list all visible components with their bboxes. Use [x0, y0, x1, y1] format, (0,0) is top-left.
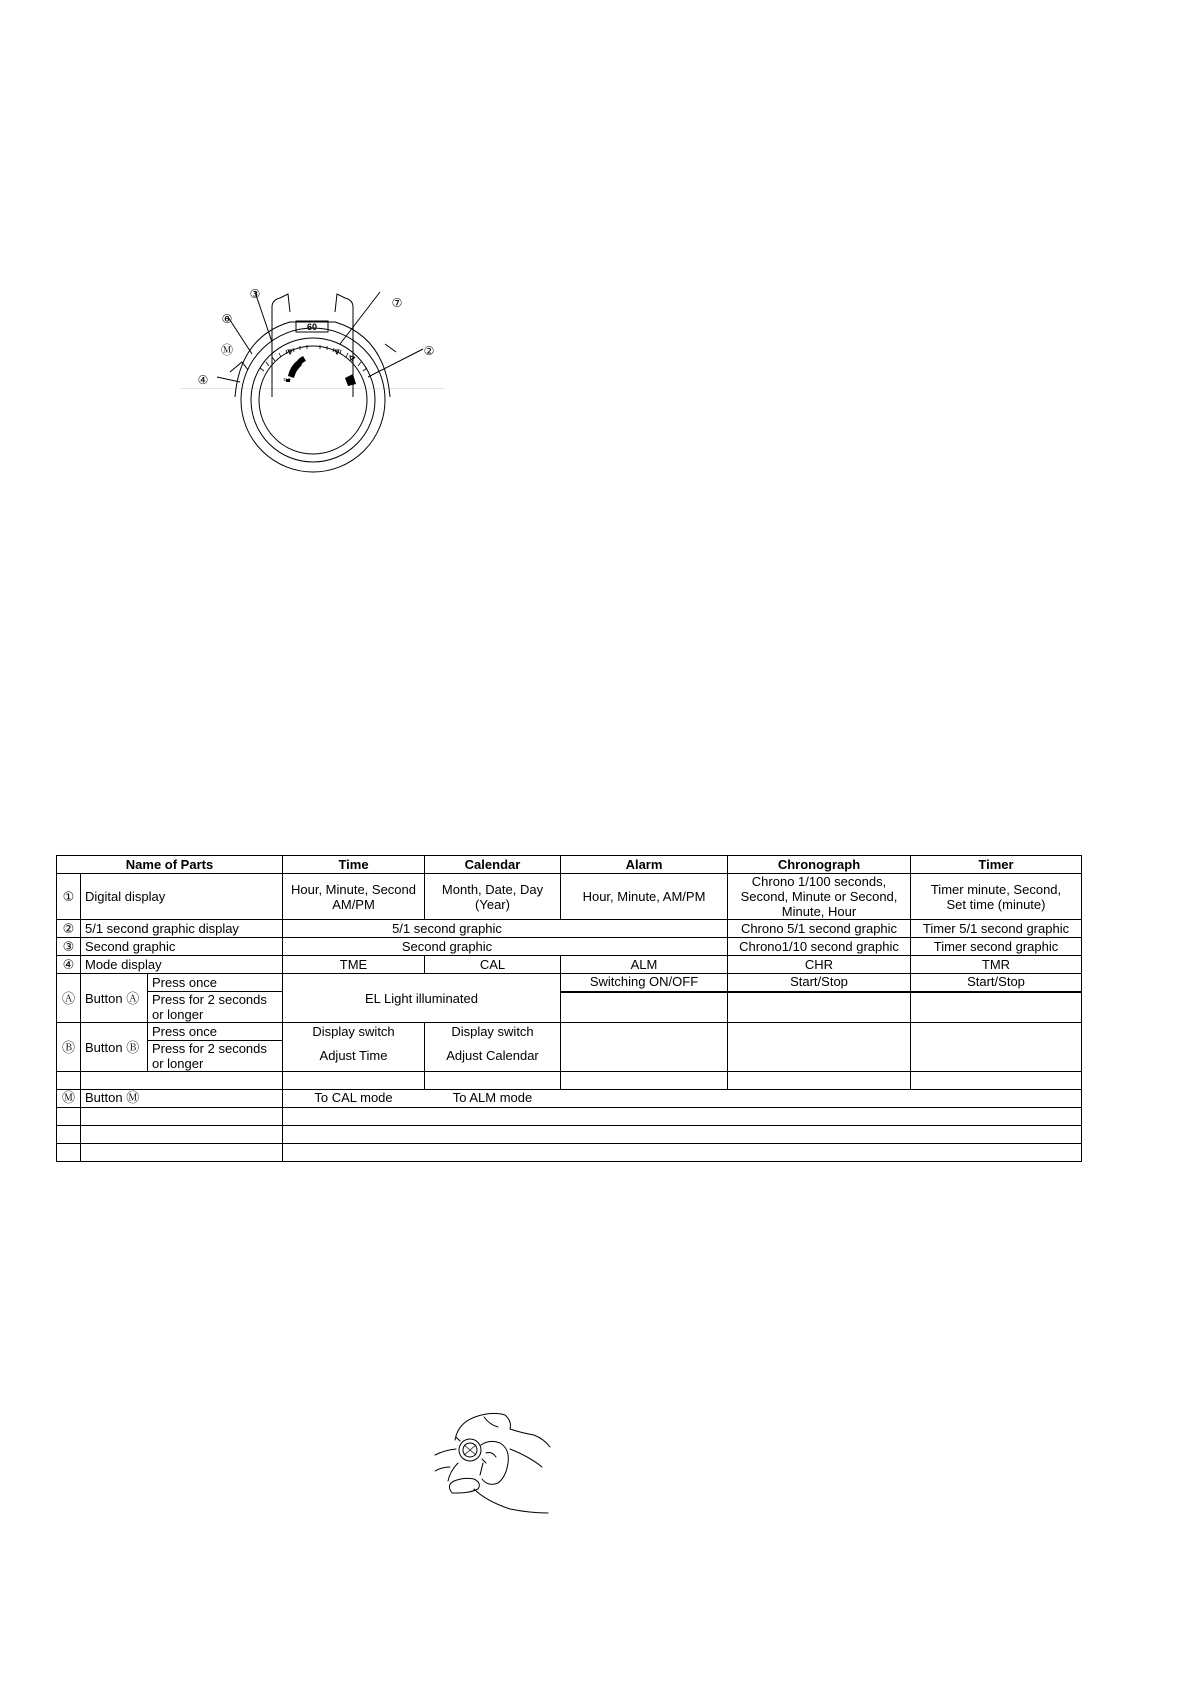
press-once-label: Press once	[148, 974, 283, 992]
row-number: ③	[57, 938, 81, 956]
row-number: Ⓑ	[57, 1023, 81, 1072]
cell-alarm: Hour, Minute, AM/PM	[561, 874, 728, 920]
table-row	[57, 938, 1082, 956]
bezel-60-label: 60	[306, 322, 318, 332]
cell-chronograph	[728, 1072, 911, 1090]
cell-calendar: Adjust Calendar	[425, 1041, 561, 1072]
table-row	[57, 956, 1082, 974]
part-name: Mode display	[81, 956, 283, 974]
empty-cell	[283, 1090, 1082, 1108]
table-row-empty	[57, 1144, 1082, 1162]
header-alarm: Alarm	[561, 856, 728, 874]
press-long-label: Press for 2 seconds or longer	[148, 1041, 283, 1072]
cell-time: Adjust Time	[283, 1041, 425, 1072]
cell-time	[283, 1072, 425, 1105]
empty-cell	[283, 1126, 1082, 1144]
empty-cell	[57, 1108, 81, 1126]
empty-cell	[81, 1126, 283, 1144]
clipped-text: To ALM mode	[452, 1090, 533, 1105]
clipped-text: To CAL mode	[314, 1090, 393, 1105]
table-row	[57, 1023, 1082, 1041]
part-name: Button Ⓐ	[81, 974, 148, 1023]
callout-2: ②	[423, 344, 435, 358]
watch-parts-diagram	[180, 282, 445, 389]
cell-chronograph: Chrono 5/1 second graphic	[728, 920, 911, 938]
part-name: Button Ⓑ	[81, 1023, 148, 1072]
cell-calendar: Month, Date, Day (Year)	[425, 874, 561, 920]
cell-alarm: ALM	[561, 956, 728, 974]
cell-time: Display switch	[283, 1023, 425, 1041]
table-row	[57, 974, 1082, 992]
clipped-text: Button Ⓜ	[85, 1090, 140, 1105]
header-name-of-parts: Name of Parts	[57, 856, 283, 874]
clipped-text: Ⓜ	[61, 1090, 75, 1105]
watch-outline	[180, 282, 445, 388]
cell-timer	[911, 1072, 1082, 1090]
header-chronograph: Chronograph	[728, 856, 911, 874]
callout-6: ⑥	[221, 312, 233, 326]
header-timer: Timer	[911, 856, 1082, 874]
cell-timer	[911, 974, 1082, 992]
hand-illustration-drawing	[430, 1405, 580, 1520]
row-number: Ⓐ	[57, 974, 81, 1023]
callout-4: ④	[197, 373, 209, 387]
callout-7: ⑦	[391, 296, 403, 310]
part-name: Digital display	[81, 874, 283, 920]
clipped-text: Start/Stop	[790, 974, 848, 989]
row-number: ②	[57, 920, 81, 938]
cell-alarm	[561, 974, 728, 992]
cell-timer	[911, 992, 1082, 1023]
row-number	[57, 1072, 81, 1105]
dial-tap-label: TAP	[283, 377, 291, 382]
cell-merged: 5/1 second graphic	[283, 920, 728, 938]
cell-merged: Second graphic	[283, 938, 728, 956]
clipped-text: Switching ON/OFF	[589, 974, 699, 989]
header-calendar: Calendar	[425, 856, 561, 874]
table-row	[57, 874, 1082, 920]
row-number: ①	[57, 874, 81, 920]
table-row-empty	[57, 1126, 1082, 1144]
callout-m: Ⓜ	[220, 343, 234, 357]
cell-timer: TMR	[911, 956, 1082, 974]
parts-function-table	[56, 855, 1082, 1162]
cell-chronograph: CHR	[728, 956, 911, 974]
cell-alarm	[561, 992, 728, 1023]
cell-time: Hour, Minute, Second AM/PM	[283, 874, 425, 920]
cell-timer	[911, 1023, 1082, 1072]
table-row	[57, 992, 1082, 1023]
hand-pressing-button-illustration	[430, 1405, 580, 1520]
empty-cell	[57, 1126, 81, 1144]
empty-cell	[283, 1144, 1082, 1162]
table-row-empty	[57, 1090, 1082, 1108]
cell-chronograph	[728, 992, 911, 1023]
cell-calendar: CAL	[425, 956, 561, 974]
empty-cell	[81, 1144, 283, 1162]
cell-timer: Timer 5/1 second graphic	[911, 920, 1082, 938]
table-row	[57, 1072, 1082, 1090]
part-name	[81, 1072, 283, 1105]
cell-timer: Timer second graphic	[911, 938, 1082, 956]
press-long-label: Press for 2 seconds or longer	[148, 992, 283, 1023]
table-header-row	[57, 856, 1082, 874]
cell-timer: Timer minute, Second, Set time (minute)	[911, 874, 1082, 920]
table-row-empty	[57, 1108, 1082, 1126]
empty-cell	[81, 1108, 283, 1126]
callout-3: ③	[249, 287, 261, 301]
cell-calendar: Display switch	[425, 1023, 561, 1041]
cell-alarm	[561, 1072, 728, 1090]
cell-calendar	[425, 1072, 561, 1105]
row-number: ④	[57, 956, 81, 974]
cell-merged: EL Light illuminated	[283, 974, 561, 1023]
cell-chronograph: Chrono1/10 second graphic	[728, 938, 911, 956]
table-row	[57, 920, 1082, 938]
cell-time: TME	[283, 956, 425, 974]
cell-alarm	[561, 1023, 728, 1072]
cell-chronograph	[728, 974, 911, 992]
part-name: 5/1 second graphic display	[81, 920, 283, 938]
empty-cell	[283, 1108, 1082, 1126]
press-once-label: Press once	[148, 1023, 283, 1041]
cell-chronograph: Chrono 1/100 seconds, Second, Minute or Second, Minute, Hour	[728, 874, 911, 920]
clipped-text: Start/Stop	[967, 974, 1025, 989]
part-name: Second graphic	[81, 938, 283, 956]
cell-chronograph	[728, 1023, 911, 1072]
empty-cell	[57, 1144, 81, 1162]
header-time: Time	[283, 856, 425, 874]
